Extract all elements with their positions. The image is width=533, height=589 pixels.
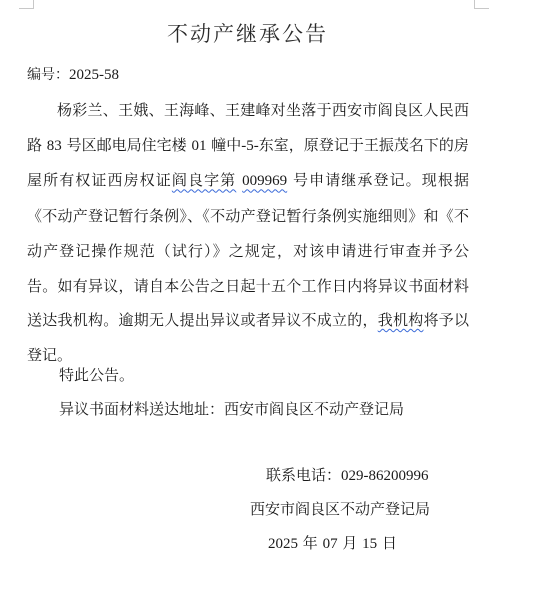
address-value: 西安市阎良区不动产登记局 — [224, 400, 405, 418]
notice-title: 不动产继承公告 — [167, 22, 328, 46]
body-text-part3: 幢中 — [211, 135, 242, 154]
issue-date — [268, 532, 397, 553]
serial-number: 2025-58 — [69, 67, 119, 83]
date-day: 15 — [362, 536, 378, 552]
date-year: 2025 — [268, 536, 298, 552]
body-text-part5: 号申请继承登记。现根据《不动产登记暂行条例》、《不动产登记暂行条例实施细则》和《不动产登记操作规范（试行）》之规定，对该申请进行审查并予公告。如有异议，请自本公告之日起十五个工作日内将异议书面材料送达我机构。逾期无人提出异议或者异议不成立的， — [27, 171, 469, 330]
address-label: 异议书面材料送达地址： — [59, 400, 225, 418]
building-number: 01 — [191, 137, 207, 154]
institution-phrase: 我机构 — [377, 311, 424, 330]
date-day-unit: 日 — [381, 534, 397, 552]
contact-label: 联系电话： — [266, 466, 342, 484]
date-year-unit: 年 — [302, 534, 318, 552]
notice-body — [27, 93, 469, 373]
issuing-organization: 西安市阎良区不动产登记局 — [250, 500, 431, 518]
objection-address-line — [59, 398, 404, 419]
certificate-prefix: 阎良字第 — [171, 171, 237, 190]
special-notice: 特此公告。 — [59, 366, 135, 384]
contact-phone: 029-86200996 — [341, 468, 429, 484]
body-text-part6: 将予以登记。 — [27, 311, 469, 364]
body-text-part1: 杨彩兰、王娥、王海峰、王建峰对坐落于西安市阎良区人民西路 — [27, 101, 469, 154]
date-month-unit: 月 — [342, 534, 358, 552]
house-number: 83 — [46, 137, 62, 154]
unit-number: -5- — [241, 137, 259, 154]
certificate-number: 009969 — [242, 173, 288, 190]
body-text-part4: 东室，原登记于王振茂名下的房屋所有权证西房权证 — [27, 135, 469, 190]
contact-phone-line — [266, 464, 429, 485]
serial-number-line — [27, 64, 119, 84]
date-month: 07 — [322, 536, 338, 552]
body-text-part2: 号区邮电局住宅楼 — [66, 135, 187, 154]
serial-label: 编号： — [27, 67, 69, 83]
